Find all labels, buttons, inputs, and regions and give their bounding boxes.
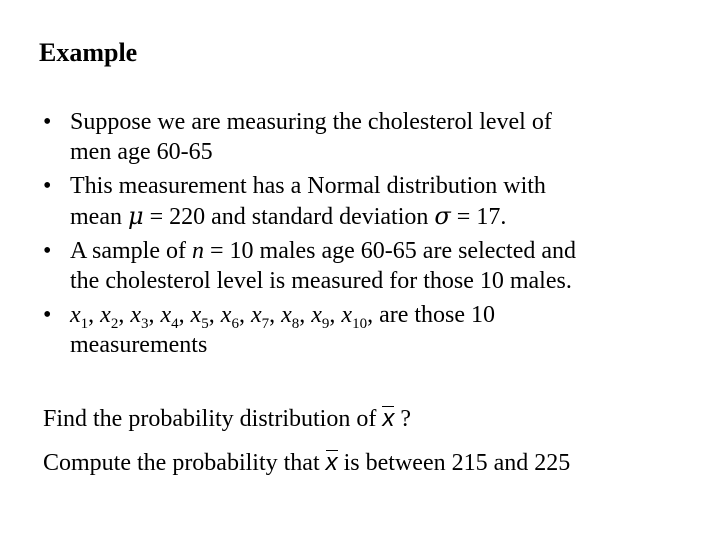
- x-subscript: 7: [261, 315, 270, 332]
- x-subscript: 4: [171, 315, 179, 332]
- compute-probability-text: [43, 444, 570, 478]
- bullet-text: This measurement has a Normal distribution with: [70, 173, 546, 199]
- x-subscript: 3: [140, 315, 149, 332]
- mu-symbol: μ: [127, 202, 144, 230]
- x-subscript: 5: [201, 315, 209, 332]
- bullet-item-sample: [0, 236, 720, 296]
- x-variable: x: [311, 302, 322, 328]
- measurement-tail: , are those 10: [367, 302, 496, 328]
- bullet-text: men age 60-65: [70, 139, 213, 165]
- x-bar-symbol: x: [382, 400, 394, 434]
- x-subscript: 6: [231, 315, 239, 332]
- bullet-icon: •: [43, 109, 52, 135]
- sample-post: = 10 males age 60-65 are selected and: [203, 238, 577, 264]
- separator: ,: [148, 302, 161, 328]
- sample-pre: A sample of: [70, 238, 192, 264]
- separator: ,: [238, 302, 251, 328]
- sigma-symbol: σ: [434, 202, 451, 230]
- sd-value: = 17.: [450, 204, 507, 230]
- slide-title: Example: [39, 38, 138, 67]
- find-text: Find the probability distribution of: [43, 406, 383, 432]
- bullet-text: Suppose we are measuring the cholesterol level of: [70, 109, 552, 135]
- x-subscript: 8: [291, 315, 300, 332]
- x-subscript: 10: [352, 315, 368, 332]
- question-mark: ?: [394, 406, 411, 432]
- separator: ,: [299, 302, 312, 328]
- n-variable: n: [191, 238, 204, 264]
- separator: ,: [118, 302, 131, 328]
- separator: ,: [329, 302, 342, 328]
- bullet-item-distribution: [0, 171, 720, 232]
- x-variable: x: [190, 302, 202, 328]
- separator: ,: [269, 302, 282, 328]
- x-variable: x: [250, 302, 262, 328]
- compute-text: Compute the probability that: [43, 450, 326, 476]
- x-variable: x: [160, 302, 172, 328]
- mean-label: mean: [70, 204, 128, 230]
- x-variable: x: [130, 302, 141, 328]
- x-variable: x: [100, 302, 111, 328]
- bullet-text: the cholesterol level is measured for those 10 males.: [70, 268, 572, 294]
- bullet-list: [0, 107, 720, 364]
- separator: ,: [208, 302, 221, 328]
- bullet-text: [70, 201, 680, 232]
- x-subscript: 2: [110, 315, 119, 332]
- separator: ,: [88, 302, 101, 328]
- x-variable: x: [70, 302, 81, 328]
- measurement-list: [70, 300, 680, 330]
- bullet-item-measurements: [0, 300, 720, 360]
- bullet-text: [70, 236, 680, 266]
- bullet-item-cholesterol: [0, 107, 720, 167]
- bullet-icon: •: [43, 173, 52, 199]
- mean-value: = 220 and standard deviation: [143, 204, 435, 230]
- range-text: is between 215 and 225: [337, 450, 571, 476]
- separator: ,: [178, 302, 191, 328]
- find-distribution-text: [43, 400, 411, 434]
- x-variable: x: [341, 302, 353, 328]
- bullet-icon: •: [43, 238, 52, 264]
- bullet-icon: •: [43, 302, 52, 328]
- bullet-text: measurements: [70, 332, 208, 358]
- x-variable: x: [281, 302, 292, 328]
- x-subscript: 1: [80, 315, 89, 332]
- x-subscript: 9: [321, 315, 330, 332]
- x-variable: x: [220, 302, 232, 328]
- x-bar-symbol: x: [326, 444, 338, 478]
